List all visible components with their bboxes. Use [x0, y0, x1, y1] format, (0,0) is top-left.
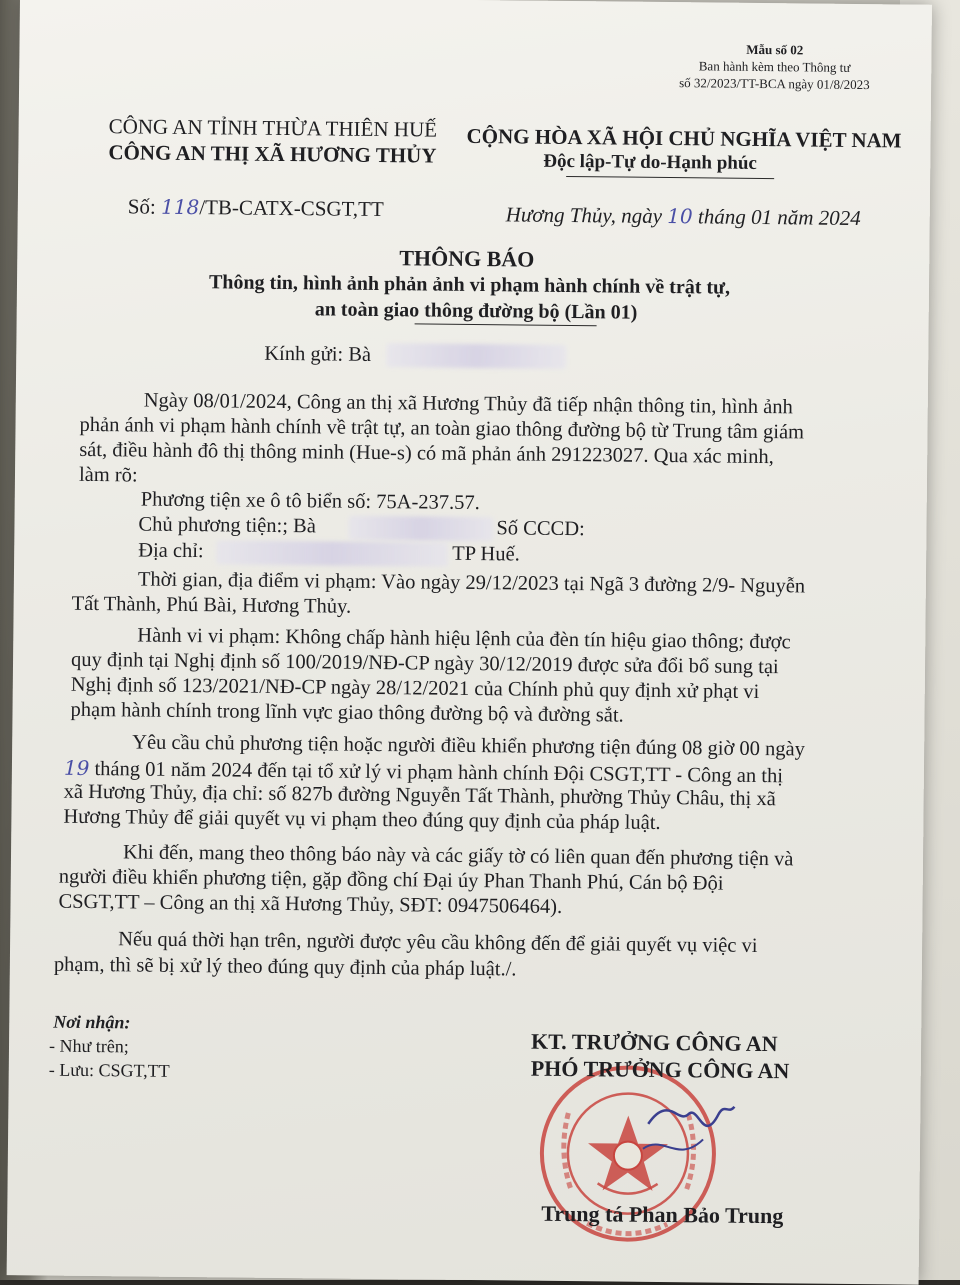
paragraph-line: xã Hương Thủy, địa chỉ: số 827b đường Nguyễn Tất Thành, phường Thủy Châu, thị xã: [63, 780, 776, 811]
paragraph-line: làm rõ:: [78, 463, 138, 487]
paragraph-line: phản ánh vi phạm hành chính về trật tự, an toàn giao thông đường bộ từ Trung tâm giám: [79, 413, 805, 444]
owner-label: Chủ phương tiện:; Bà: [138, 513, 317, 538]
paragraph-line: người điều khiển phương tiện, gặp đồng chí Đại úy Phan Thanh Phú, Cán bộ Đội: [58, 865, 724, 895]
recipient-item: - Như trên;: [48, 1035, 129, 1057]
paragraph-line: Hương Thủy để giải quyết vụ vi phạm theo đúng quy định của pháp luật.: [63, 805, 661, 834]
paragraph-line: Hành vi vi phạm: Không chấp hành hiệu lệnh của đèn tín hiệu giao thông; được: [137, 624, 791, 654]
recipient-item: - Lưu: CSGT,TT: [48, 1059, 170, 1081]
paragraph-line: Nghị định số 123/2021/NĐ-CP ngày 28/12/2021 của Chính phủ quy định xử phạt vi: [70, 673, 760, 704]
paragraph-line: Yêu cầu chủ phương tiện hoặc người điều khiển phương tiện đúng 08 giờ 00 ngày: [132, 731, 806, 761]
motto-underline: [566, 176, 774, 179]
national-motto: Độc lập-Tự do-Hạnh phúc: [543, 150, 758, 174]
doc-no-prefix: Số:: [127, 194, 162, 219]
paragraph-line: quy định tại Nghị định số 100/2019/NĐ-CP ngày 30/12/2019 được sửa đổi bổ sung tại: [70, 648, 779, 679]
sign-title-1: KT. TRƯỞNG CÔNG AN: [530, 1028, 778, 1057]
paragraph-line: Thời gian, địa điểm vi phạm: Vào ngày 29/12/2023 tại Ngã 3 đường 2/9- Nguyễn: [137, 568, 806, 598]
sign-title-2: PHÓ TRƯỞNG CÔNG AN: [530, 1055, 790, 1084]
notice-subtitle-line1: Thông tin, hình ảnh phản ảnh vi phạm hành chính về trật tự,: [208, 271, 731, 299]
salutation: Kính gửi: Bà: [264, 342, 372, 366]
request-day-handwritten: 19: [63, 755, 90, 780]
doc-no-handwritten: 118: [160, 194, 200, 220]
redacted-name: [386, 343, 566, 369]
request-line2-rest: tháng 01 năm 2024 đến tại tổ xử lý vi phạm hành chính Đội CSGT,TT - Công an thị: [89, 757, 784, 788]
paragraph-line: phạm hành chính trong lĩnh vực giao thông đường bộ và đường sắt.: [70, 698, 624, 727]
paragraph-line: CSGT,TT – Công an thị xã Hương Thủy, SĐT: 0947506464).: [58, 890, 563, 918]
redacted-address: [216, 540, 448, 566]
form-number-block: [679, 40, 870, 93]
paragraph-line: sát, điều hành đô thị thông minh (Hue-s) có mã phản ánh 291223027. Qua xác minh,: [79, 438, 774, 469]
paragraph-line: Nếu quá thời hạn trên, người được yêu cầu không đến để giải quyết vụ việc vi: [118, 928, 758, 957]
republic-title: CỘNG HÒA XÃ HỘI CHỦ NGHĨA VIỆT NAM: [466, 123, 902, 153]
document-page: [7, 0, 932, 1285]
form-number: Mẫu số 02: [746, 41, 804, 58]
address-label: Địa chỉ:: [138, 539, 204, 563]
form-issued-with: Ban hành kèm theo Thông tư: [698, 58, 851, 75]
signer-name: Trung tá Phan Bảo Trung: [541, 1200, 784, 1229]
doc-no-suffix: /TB-CATX-CSGT,TT: [199, 195, 384, 222]
org-name: CÔNG AN THỊ XÃ HƯƠNG THỦY: [108, 140, 437, 168]
notice-title: THÔNG BÁO: [399, 245, 535, 272]
address-city: TP Huế.: [452, 542, 520, 566]
id-label: Số CCCD:: [496, 517, 585, 541]
form-circular: số 32/2023/TT-BCA ngày 01/8/2023: [679, 75, 870, 93]
recipients-title: Nơi nhận:: [53, 1011, 131, 1033]
paragraph-line: Khi đến, mang theo thông báo này và các giấy tờ có liên quan đến phương tiện và: [122, 841, 794, 871]
org-parent: CÔNG AN TỈNH THỪA THIÊN HUẾ: [108, 114, 438, 142]
date-place: Hương Thủy, ngày: [505, 202, 668, 229]
redacted-owner: [348, 516, 493, 542]
date-line: [506, 202, 861, 231]
paragraph-line: Tất Thành, Phú Bài, Hương Thủy.: [71, 592, 352, 618]
notice-subtitle-line2: an toàn giao thông đường bộ (Lần 01): [314, 298, 638, 324]
paragraph-line: phạm, thì sẽ bị xử lý theo đúng quy định của pháp luật./.: [53, 953, 517, 981]
date-day-handwritten: 10: [667, 204, 693, 229]
document-number: [128, 194, 384, 222]
vehicle-plate: Phương tiện xe ô tô biển số: 75A-237.57.: [140, 488, 480, 515]
paragraph-line: Ngày 08/01/2024, Công an thị xã Hương Thủy đã tiếp nhận thông tin, hình ảnh: [143, 389, 793, 419]
date-rest: tháng 01 năm 2024: [692, 204, 861, 231]
